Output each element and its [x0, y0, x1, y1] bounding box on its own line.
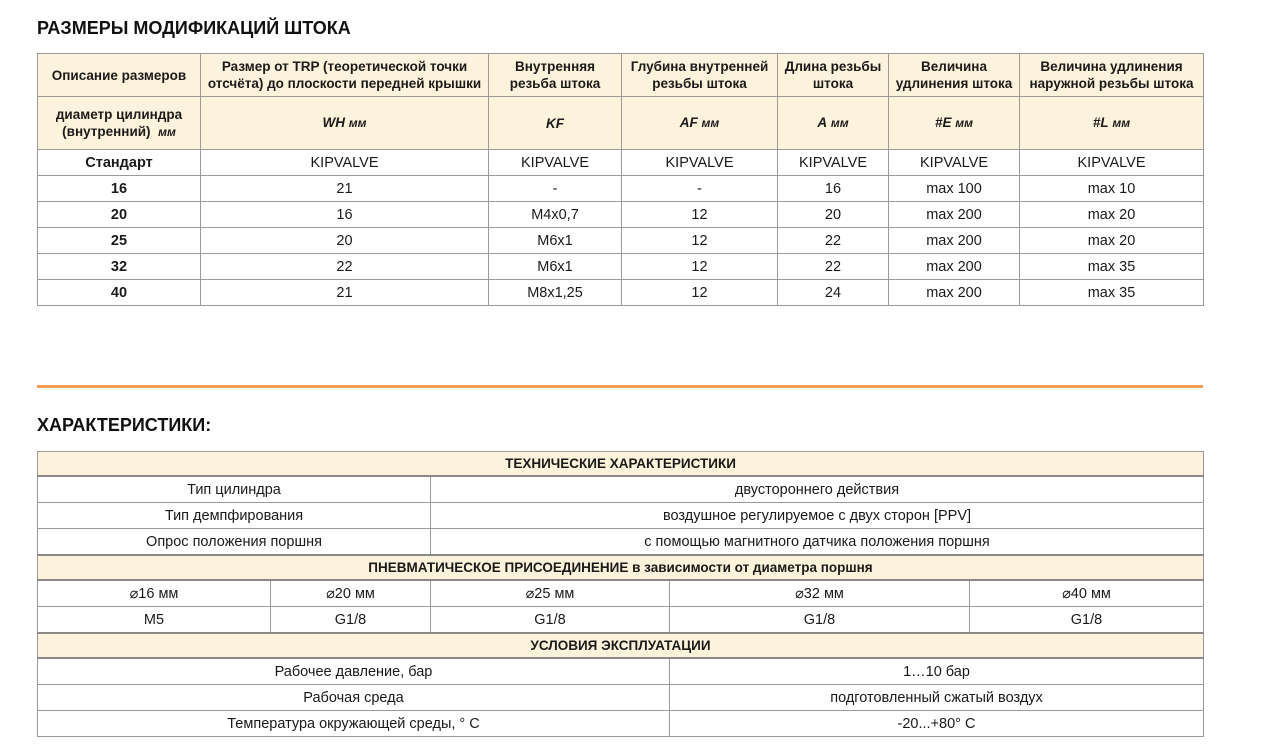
table-cell: 25 [38, 228, 201, 254]
table-cell: max 35 [1020, 254, 1204, 280]
param-value: -20...+80° C [670, 711, 1204, 737]
param-label: Рабочая среда [38, 685, 670, 711]
table-row-diameters [38, 580, 1204, 607]
table-cell: - [489, 176, 622, 202]
characteristics-section-title: ХАРАКТЕРИСТИКИ: [37, 415, 212, 435]
section-header: УСЛОВИЯ ЭКСПЛУАТАЦИИ [38, 633, 1204, 658]
symbol-text: #E [934, 115, 952, 130]
thread-cell: G1/8 [431, 607, 670, 634]
table-row-standard [38, 150, 1204, 176]
header-symbol-cell [889, 97, 1020, 150]
table-cell: KIPVALVE [889, 150, 1020, 176]
header-symbol-cell [622, 97, 778, 150]
table-row [38, 685, 1204, 711]
table-row [38, 503, 1204, 529]
header-symbol-cell [38, 97, 201, 150]
section-row-technical [38, 452, 1204, 477]
table-cell: max 100 [889, 176, 1020, 202]
table-row [38, 202, 1204, 228]
symbol-text: диаметр цилиндра (внутренний) [55, 106, 183, 139]
header-cell: Описание размеров [38, 54, 201, 97]
header-cell: Величина удлинения наружной резьбы штока [1020, 54, 1204, 97]
section-row-operating [38, 633, 1204, 658]
table-cell: KIPVALVE [622, 150, 778, 176]
table-cell: 24 [778, 280, 889, 306]
characteristics-table [37, 451, 1204, 737]
table-cell: 12 [622, 202, 778, 228]
table-cell: 22 [778, 254, 889, 280]
table-cell: KIPVALVE [201, 150, 489, 176]
symbol-text: KF [546, 115, 564, 131]
header-cell: Размер от TRP (теоретической точки отсчёта) до плоскости передней крышки [201, 54, 489, 97]
unit-text: мм [1112, 116, 1131, 130]
diameter-cell: ⌀32 мм [670, 580, 970, 607]
header-cell: Длина резьбы штока [778, 54, 889, 97]
symbol-text: AF [679, 115, 698, 130]
table-cell: 16 [38, 176, 201, 202]
header-symbol-cell [489, 97, 622, 150]
param-value: 1…10 бар [670, 658, 1204, 685]
diameter-cell: ⌀25 мм [431, 580, 670, 607]
table-cell: 32 [38, 254, 201, 280]
table-cell: KIPVALVE [778, 150, 889, 176]
param-label: Тип цилиндра [38, 476, 431, 503]
table-cell: 20 [38, 202, 201, 228]
table-cell: 40 [38, 280, 201, 306]
thread-cell: G1/8 [970, 607, 1204, 634]
diameter-cell: ⌀16 мм [38, 580, 271, 607]
unit-text: мм [955, 116, 974, 130]
param-label: Опрос положения поршня [38, 529, 431, 556]
table-cell: KIPVALVE [1020, 150, 1204, 176]
param-value: двустороннего действия [431, 476, 1204, 503]
section-row-pneumatic [38, 555, 1204, 580]
table-cell: 12 [622, 254, 778, 280]
header-cell: Величина удлинения штока [889, 54, 1020, 97]
table-row [38, 529, 1204, 556]
table-cell: max 20 [1020, 202, 1204, 228]
section-header: ПНЕВМАТИЧЕСКОЕ ПРИСОЕДИНЕНИЕ в зависимости от диаметра поршня [38, 555, 1204, 580]
section-header: ТЕХНИЧЕСКИЕ ХАРАКТЕРИСТИКИ [38, 452, 1204, 477]
param-label: Рабочее давление, бар [38, 658, 670, 685]
table-cell: KIPVALVE [489, 150, 622, 176]
unit-text: мм [348, 116, 367, 130]
param-label: Тип демпфирования [38, 503, 431, 529]
section-divider [37, 385, 1203, 388]
symbol-text: A [817, 115, 828, 130]
table-row [38, 228, 1204, 254]
table-row-threads [38, 607, 1204, 634]
header-cell: Внутренняя резьба штока [489, 54, 622, 97]
table-cell: 16 [778, 176, 889, 202]
table-cell: max 20 [1020, 228, 1204, 254]
param-label: Температура окружающей среды, ° C [38, 711, 670, 737]
table-cell: 21 [201, 176, 489, 202]
table-cell: M6x1 [489, 254, 622, 280]
table-cell: M4x0,7 [489, 202, 622, 228]
table-cell: max 35 [1020, 280, 1204, 306]
table-row [38, 711, 1204, 737]
symbol-text: WH [322, 115, 345, 130]
table-cell: 21 [201, 280, 489, 306]
table-cell: 16 [201, 202, 489, 228]
thread-cell: G1/8 [271, 607, 431, 634]
table-cell: max 200 [889, 228, 1020, 254]
thread-cell: G1/8 [670, 607, 970, 634]
table-cell: max 10 [1020, 176, 1204, 202]
table-cell: 22 [778, 228, 889, 254]
table-cell: 12 [622, 228, 778, 254]
header-row-symbols [38, 97, 1204, 150]
table-row [38, 658, 1204, 685]
table-cell: M8x1,25 [489, 280, 622, 306]
header-symbol-cell [201, 97, 489, 150]
thread-cell: M5 [38, 607, 271, 634]
table-cell: - [622, 176, 778, 202]
symbol-text: #L [1092, 115, 1109, 130]
table-row [38, 476, 1204, 503]
unit-text: мм [701, 116, 720, 130]
unit-text: мм [158, 124, 176, 139]
table-cell: 12 [622, 280, 778, 306]
table-cell: Стандарт [38, 150, 201, 176]
table-cell: max 200 [889, 280, 1020, 306]
header-row-descriptions [38, 54, 1204, 97]
param-value: воздушное регулируемое с двух сторон [PPV] [431, 503, 1204, 529]
header-symbol-cell [1020, 97, 1204, 150]
table-row [38, 254, 1204, 280]
table-cell: 20 [778, 202, 889, 228]
table-cell: 22 [201, 254, 489, 280]
table-row [38, 280, 1204, 306]
header-cell: Глубина внутренней резьбы штока [622, 54, 778, 97]
rod-sizes-table [37, 53, 1204, 306]
diameter-cell: ⌀40 мм [970, 580, 1204, 607]
header-symbol-cell [778, 97, 889, 150]
sizes-section-title: РАЗМЕРЫ МОДИФИКАЦИЙ ШТОКА [37, 18, 351, 38]
table-row [38, 176, 1204, 202]
diameter-cell: ⌀20 мм [271, 580, 431, 607]
table-cell: 20 [201, 228, 489, 254]
unit-text: мм [830, 116, 849, 130]
table-cell: max 200 [889, 202, 1020, 228]
table-cell: max 200 [889, 254, 1020, 280]
param-value: подготовленный сжатый воздух [670, 685, 1204, 711]
table-cell: M6x1 [489, 228, 622, 254]
param-value: с помощью магнитного датчика положения поршня [431, 529, 1204, 556]
